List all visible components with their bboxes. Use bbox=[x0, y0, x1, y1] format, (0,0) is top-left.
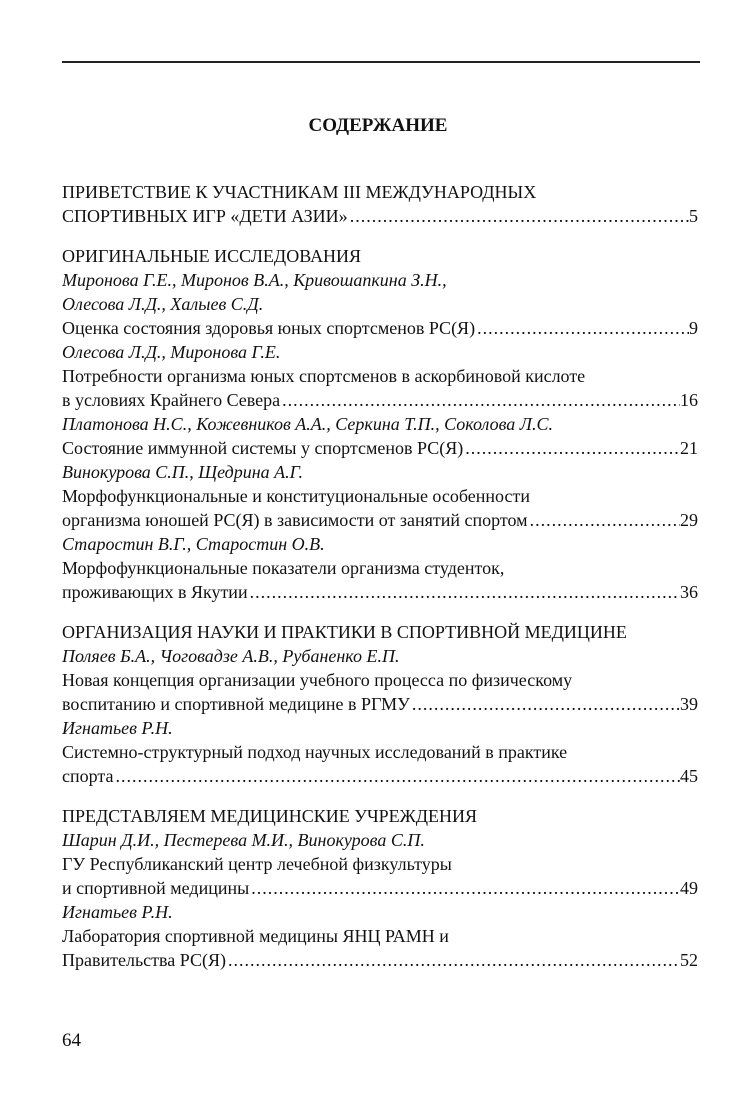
entry-page-number: 9 bbox=[689, 318, 698, 338]
entry-authors: Старостин В.Г., Старостин О.В. bbox=[62, 534, 325, 554]
entry-title-text: спорта bbox=[62, 766, 114, 786]
toc-entry bbox=[62, 948, 698, 972]
toc-entry bbox=[62, 764, 698, 788]
entry-page-number: 21 bbox=[680, 438, 698, 458]
entry-page-number: 45 bbox=[680, 766, 698, 786]
dot-leader bbox=[280, 388, 680, 412]
entry-title-line: Морфофункциональные и конституциональные особенности bbox=[62, 486, 530, 506]
toc-entry bbox=[62, 388, 698, 412]
toc-entry bbox=[62, 508, 698, 532]
entry-title-text: Оценка состояния здоровья юных спортсменов РС(Я) bbox=[62, 318, 476, 338]
entry-title-text: организма юношей РС(Я) в зависимости от занятий спортом bbox=[62, 510, 528, 530]
entry-page-number: 52 bbox=[680, 950, 698, 970]
toc-entry bbox=[62, 580, 698, 604]
table-of-contents bbox=[62, 180, 698, 972]
entry-title-line: Морфофункциональные показатели организма студенток, bbox=[62, 558, 505, 578]
entry-page-number: 5 bbox=[689, 206, 698, 226]
dot-leader bbox=[475, 316, 689, 340]
toc-entry bbox=[62, 436, 698, 460]
entry-title-line: Системно-структурный подход научных исследований в практике bbox=[62, 742, 568, 762]
dot-leader bbox=[248, 580, 680, 604]
section-heading: ОРГАНИЗАЦИЯ НАУКИ И ПРАКТИКИ В СПОРТИВНОЙ МЕДИЦИНЕ bbox=[62, 622, 627, 642]
entry-title-line: Лаборатория спортивной медицины ЯНЦ РАМН и bbox=[62, 926, 449, 946]
entry-title-line: Новая концепция организации учебного процесса по физическому bbox=[62, 670, 573, 690]
section-heading: ПРЕДСТАВЛЯЕМ МЕДИЦИНСКИЕ УЧРЕЖДЕНИЯ bbox=[62, 806, 478, 826]
toc-section bbox=[62, 804, 698, 972]
dot-leader bbox=[528, 508, 680, 532]
toc-section bbox=[62, 244, 698, 604]
entry-authors: Поляев Б.А., Чоговадзе А.В., Рубаненко Е.П. bbox=[62, 646, 400, 666]
entry-authors: Платонова Н.С., Кожевников А.А., Серкина Т.П., Соколова Л.С. bbox=[62, 414, 554, 434]
entry-authors: Миронова Г.Е., Миронов В.А., Кривошапкина З.Н., bbox=[62, 270, 447, 290]
toc-entry bbox=[62, 876, 698, 900]
section-heading-entry bbox=[62, 204, 698, 228]
toc-entry bbox=[62, 316, 698, 340]
section-heading: ПРИВЕТСТВИЕ К УЧАСТНИКАМ III МЕЖДУНАРОДНЫХ bbox=[62, 182, 537, 202]
entry-page-number: 29 bbox=[680, 510, 698, 530]
page-title: СОДЕРЖАНИЕ bbox=[308, 115, 448, 136]
top-rule bbox=[62, 61, 700, 63]
toc-entry bbox=[62, 692, 698, 716]
dot-leader bbox=[463, 436, 680, 460]
dot-leader bbox=[226, 948, 680, 972]
entry-title-text: Правительства РС(Я) bbox=[62, 950, 227, 970]
entry-title-text: проживающих в Якутии bbox=[62, 582, 248, 602]
entry-authors: Олесова Л.Д., Миронова Г.Е. bbox=[62, 342, 281, 362]
entry-title-text: в условиях Крайнего Севера bbox=[62, 390, 281, 410]
entry-authors: Игнатьев Р.Н. bbox=[62, 718, 173, 738]
entry-authors: Олесова Л.Д., Халыев С.Д. bbox=[62, 294, 264, 314]
toc-section bbox=[62, 180, 698, 228]
entry-page-number: 36 bbox=[680, 582, 698, 602]
dot-leader bbox=[348, 204, 689, 228]
section-heading: ОРИГИНАЛЬНЫЕ ИССЛЕДОВАНИЯ bbox=[62, 246, 362, 266]
entry-title-line: Потребности организма юных спортсменов в аскорбиновой кислоте bbox=[62, 366, 586, 386]
entry-title-text: Состояние иммунной системы у спортсменов РС(Я) bbox=[62, 438, 464, 458]
entry-title-text: СПОРТИВНЫХ ИГР «ДЕТИ АЗИИ» bbox=[62, 206, 348, 226]
page-number: 64 bbox=[62, 1030, 81, 1051]
dot-leader bbox=[113, 764, 680, 788]
entry-page-number: 39 bbox=[680, 694, 698, 714]
toc-section bbox=[62, 620, 698, 788]
entry-page-number: 16 bbox=[680, 390, 698, 410]
entry-title-text: воспитанию и спортивной медицине в РГМУ bbox=[62, 694, 410, 714]
entry-title-line: ГУ Республиканский центр лечебной физкультуры bbox=[62, 854, 452, 874]
entry-authors: Шарин Д.И., Пестерева М.И., Винокурова С.П. bbox=[62, 830, 425, 850]
entry-authors: Игнатьев Р.Н. bbox=[62, 902, 173, 922]
entry-page-number: 49 bbox=[680, 878, 698, 898]
dot-leader bbox=[410, 692, 680, 716]
entry-authors: Винокурова С.П., Щедрина А.Г. bbox=[62, 462, 304, 482]
entry-title-text: и спортивной медицины bbox=[62, 878, 250, 898]
dot-leader bbox=[249, 876, 680, 900]
